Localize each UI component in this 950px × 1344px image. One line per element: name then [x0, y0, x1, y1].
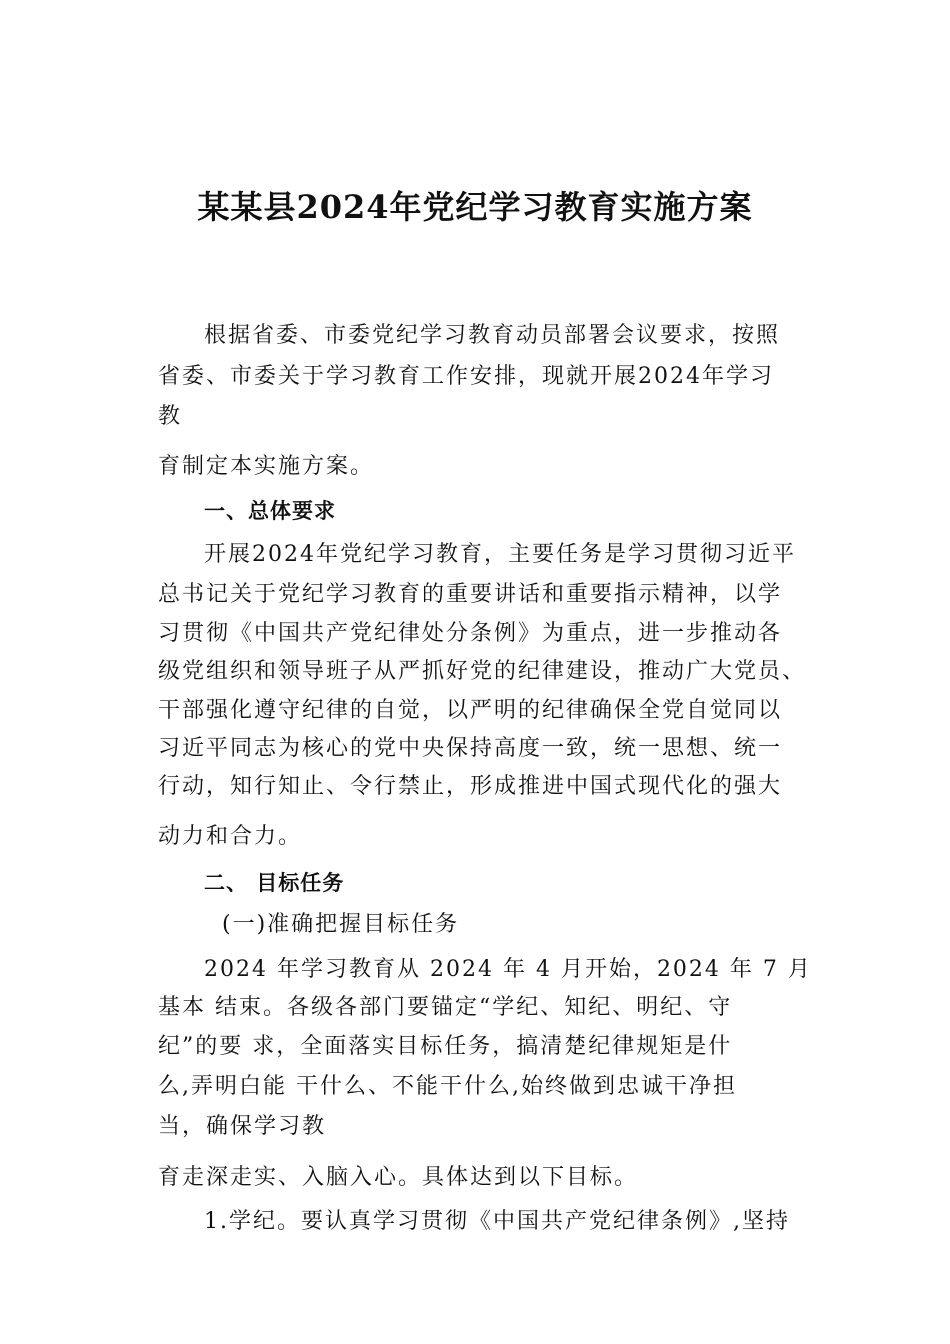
paragraph-line: 干部强化遵守纪律的自觉，以严明的纪律确保全党自觉同以 — [158, 698, 783, 723]
paragraph-line: 育走深走实、入脑入心。具体达到以下目标。 — [158, 1165, 639, 1190]
paragraph-line: 习近平同志为核心的党中央保持高度一致，统一思想、统一 — [158, 736, 783, 761]
paragraph-line: 基本 结束。各级各部门要锚定“学纪、知纪、明纪、守 — [158, 995, 733, 1020]
section-heading-1: 一、总体要求 — [204, 499, 336, 523]
paragraph-line: 育制定本实施方案。 — [158, 454, 375, 479]
paragraph-line: 总书记关于党纪学习教育的重要讲话和重要指示精神，以学 — [158, 582, 783, 607]
paragraph-line: 习贯彻《中国共产党纪律处分条例》为重点，进一步推动各 — [158, 621, 783, 646]
paragraph-line: 2024 年学习教育从 2024 年 4 月开始，2024 年 7 月 — [204, 957, 812, 982]
paragraph-line: 开展2024年党纪学习教育，主要任务是学习贯彻习近平 — [204, 542, 796, 567]
paragraph-line: 1.学纪。要认真学习贯彻《中国共产党纪律条例》,坚持 — [204, 1209, 790, 1234]
section-heading-2: 二、 目标任务 — [204, 871, 345, 895]
subsection-heading: (一)准确把握目标任务 — [222, 912, 460, 937]
paragraph-line: 动力和合力。 — [158, 824, 303, 849]
document-title: 某某县2024年党纪学习教育实施方案 — [197, 188, 753, 226]
paragraph-line: 根据省委、市委党纪学习教育动员部署会议要求，按照 — [204, 323, 781, 348]
paragraph-line: 当，确保学习教 — [158, 1114, 327, 1139]
paragraph-line: 教 — [158, 404, 183, 429]
paragraph-line: 纪”的要 求，全面落实目标任务，搞清楚纪律规矩是什 — [158, 1034, 733, 1059]
paragraph-line: 么,弄明白能 干什么、不能干什么,始终做到忠诚干净担 — [158, 1074, 737, 1099]
paragraph-line: 省委、市委关于学习教育工作安排，现就开展2024年学习 — [158, 364, 774, 389]
paragraph-line: 级党组织和领导班子从严抓好党的纪律建设，推动广大党员、 — [158, 659, 807, 684]
paragraph-line: 行动，知行知止、令行禁止，形成推进中国式现代化的强大 — [158, 774, 783, 799]
